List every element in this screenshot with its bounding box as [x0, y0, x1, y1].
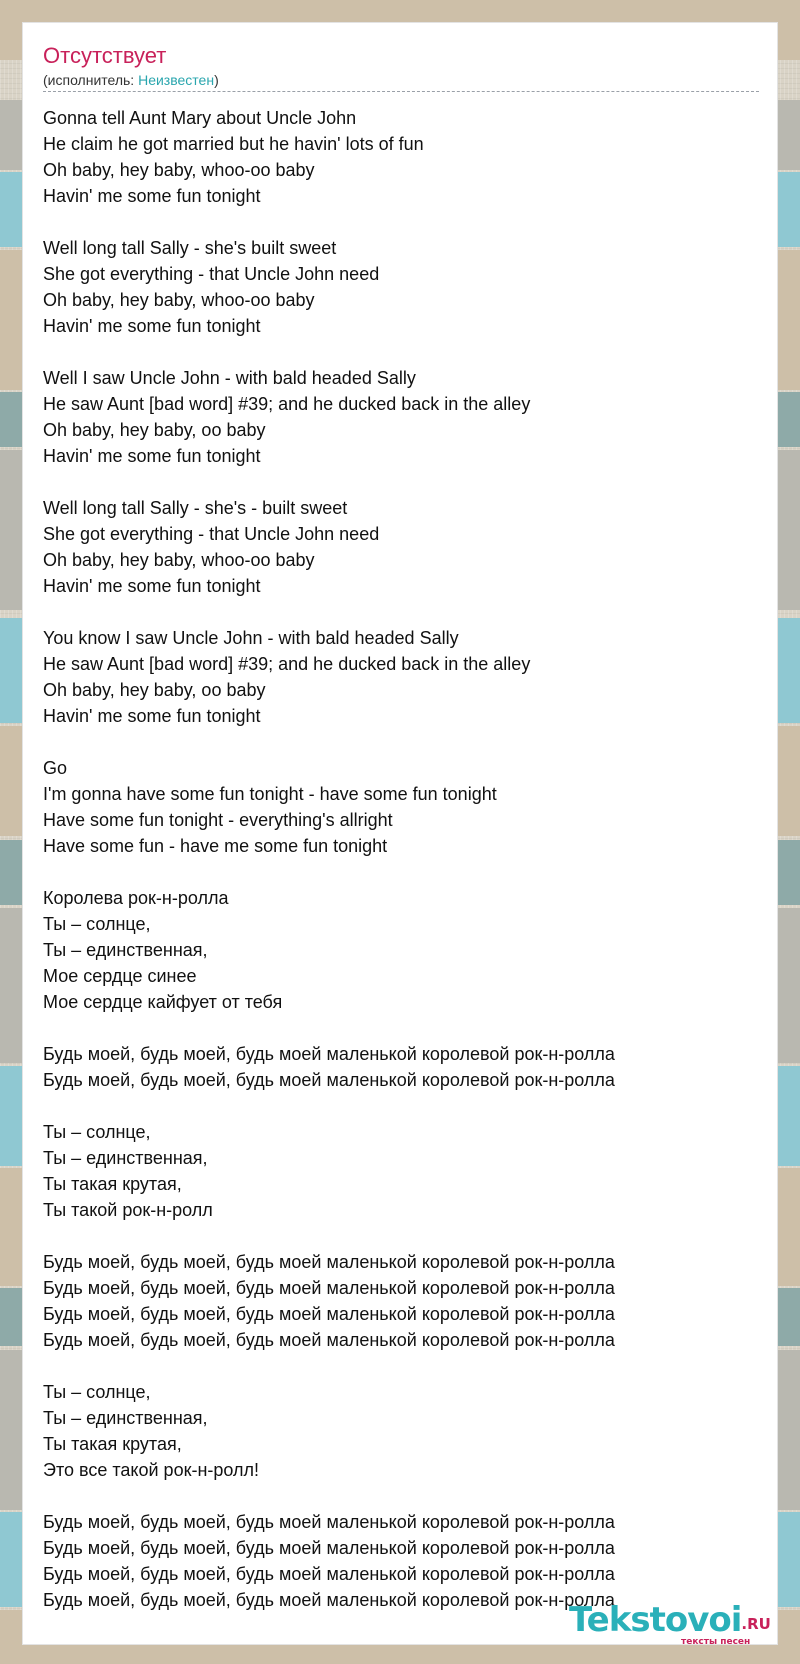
lyrics-line: Oh baby, hey baby, whoo-oo baby: [43, 550, 315, 570]
lyrics-line: Будь моей, будь моей, будь моей маленькой королевой рок-н-ролла: [43, 1070, 615, 1090]
lyrics-stanza: [43, 1119, 759, 1223]
lyrics-card: [22, 22, 778, 1645]
lyrics-stanza: [43, 235, 759, 339]
performer-line: [43, 71, 759, 89]
lyrics-line: Мое сердце синее: [43, 966, 197, 986]
lyrics-stanza: [43, 1379, 759, 1483]
lyrics-stanza: [43, 1509, 759, 1613]
lyrics-line: Oh baby, hey baby, whoo-oo baby: [43, 290, 315, 310]
song-title: Отсутствует: [43, 43, 167, 68]
lyrics-line: Havin' me some fun tonight: [43, 706, 261, 726]
lyrics-line: Будь моей, будь моей, будь моей маленькой королевой рок-н-ролла: [43, 1564, 615, 1584]
lyrics-line: Ты такая крутая,: [43, 1174, 182, 1194]
lyrics-line: Ты – единственная,: [43, 1408, 208, 1428]
lyrics-line: She got everything - that Uncle John need: [43, 264, 380, 284]
logo-tagline: тексты песен: [681, 1637, 751, 1647]
lyrics-line: Ты – единственная,: [43, 940, 208, 960]
header-divider: [43, 91, 759, 92]
lyrics-stanza: [43, 1041, 759, 1093]
lyrics-line: Будь моей, будь моей, будь моей маленькой королевой рок-н-ролла: [43, 1044, 615, 1064]
lyrics-line: Это все такой рок-н-ролл!: [43, 1460, 260, 1480]
lyrics-line: Well I saw Uncle John - with bald headed Sally: [43, 368, 416, 388]
song-header: [43, 43, 759, 89]
lyrics-stanza: [43, 1249, 759, 1353]
lyrics-line: Будь моей, будь моей, будь моей маленькой королевой рок-н-ролла: [43, 1330, 615, 1350]
lyrics-line: Ты – единственная,: [43, 1148, 208, 1168]
performer-prefix: (исполнитель:: [43, 72, 139, 88]
lyrics-line: Have some fun tonight - everything's allright: [43, 810, 393, 830]
performer-link[interactable]: Неизвестен: [138, 72, 215, 88]
lyrics-stanza: [43, 105, 759, 209]
lyrics-line: She got everything - that Uncle John need: [43, 524, 380, 544]
lyrics-stanza: [43, 755, 759, 859]
lyrics-line: Будь моей, будь моей, будь моей маленькой королевой рок-н-ролла: [43, 1278, 615, 1298]
lyrics-line: Ты – солнце,: [43, 1122, 151, 1142]
lyrics-line: Будь моей, будь моей, будь моей маленькой королевой рок-н-ролла: [43, 1590, 615, 1610]
lyrics-text: [43, 105, 759, 1639]
lyrics-line: Королева рок-н-ролла: [43, 888, 229, 908]
lyrics-line: Ты такая крутая,: [43, 1434, 182, 1454]
lyrics-line: Ты такой рок-н-ролл: [43, 1200, 213, 1220]
lyrics-line: Havin' me some fun tonight: [43, 576, 261, 596]
lyrics-line: Gonna tell Aunt Mary about Uncle John: [43, 108, 357, 128]
site-logo[interactable]: [569, 1601, 771, 1661]
lyrics-stanza: [43, 365, 759, 469]
lyrics-line: Go: [43, 758, 68, 778]
lyrics-line: Havin' me some fun tonight: [43, 316, 261, 336]
performer-suffix: ): [214, 72, 219, 88]
lyrics-stanza: [43, 495, 759, 599]
lyrics-line: Have some fun - have me some fun tonight: [43, 836, 388, 856]
lyrics-line: Будь моей, будь моей, будь моей маленькой королевой рок-н-ролла: [43, 1512, 615, 1532]
lyrics-line: Havin' me some fun tonight: [43, 446, 261, 466]
lyrics-stanza: [43, 885, 759, 1015]
lyrics-line: Будь моей, будь моей, будь моей маленькой королевой рок-н-ролла: [43, 1304, 615, 1324]
lyrics-line: He claim he got married but he havin' lots of fun: [43, 134, 424, 154]
lyrics-line: Well long tall Sally - she's built sweet: [43, 238, 337, 258]
lyrics-line: You know I saw Uncle John - with bald headed Sally: [43, 628, 459, 648]
lyrics-line: Будь моей, будь моей, будь моей маленькой королевой рок-н-ролла: [43, 1538, 615, 1558]
lyrics-line: Havin' me some fun tonight: [43, 186, 261, 206]
lyrics-line: Ты – солнце,: [43, 914, 151, 934]
logo-tld: .RU: [741, 1615, 771, 1633]
lyrics-line: He saw Aunt [bad word] #39; and he ducked back in the alley: [43, 394, 531, 414]
lyrics-line: Будь моей, будь моей, будь моей маленькой королевой рок-н-ролла: [43, 1252, 615, 1272]
lyrics-line: I'm gonna have some fun tonight - have some fun tonight: [43, 784, 497, 804]
lyrics-line: Oh baby, hey baby, oo baby: [43, 680, 266, 700]
lyrics-line: Мое сердце кайфует от тебя: [43, 992, 283, 1012]
lyrics-line: He saw Aunt [bad word] #39; and he ducked back in the alley: [43, 654, 531, 674]
lyrics-line: Well long tall Sally - she's - built sweet: [43, 498, 348, 518]
lyrics-line: Oh baby, hey baby, oo baby: [43, 420, 266, 440]
lyrics-stanza: [43, 625, 759, 729]
lyrics-line: Oh baby, hey baby, whoo-oo baby: [43, 160, 315, 180]
logo-name: Tekstovoi: [569, 1600, 742, 1640]
lyrics-line: Ты – солнце,: [43, 1382, 151, 1402]
